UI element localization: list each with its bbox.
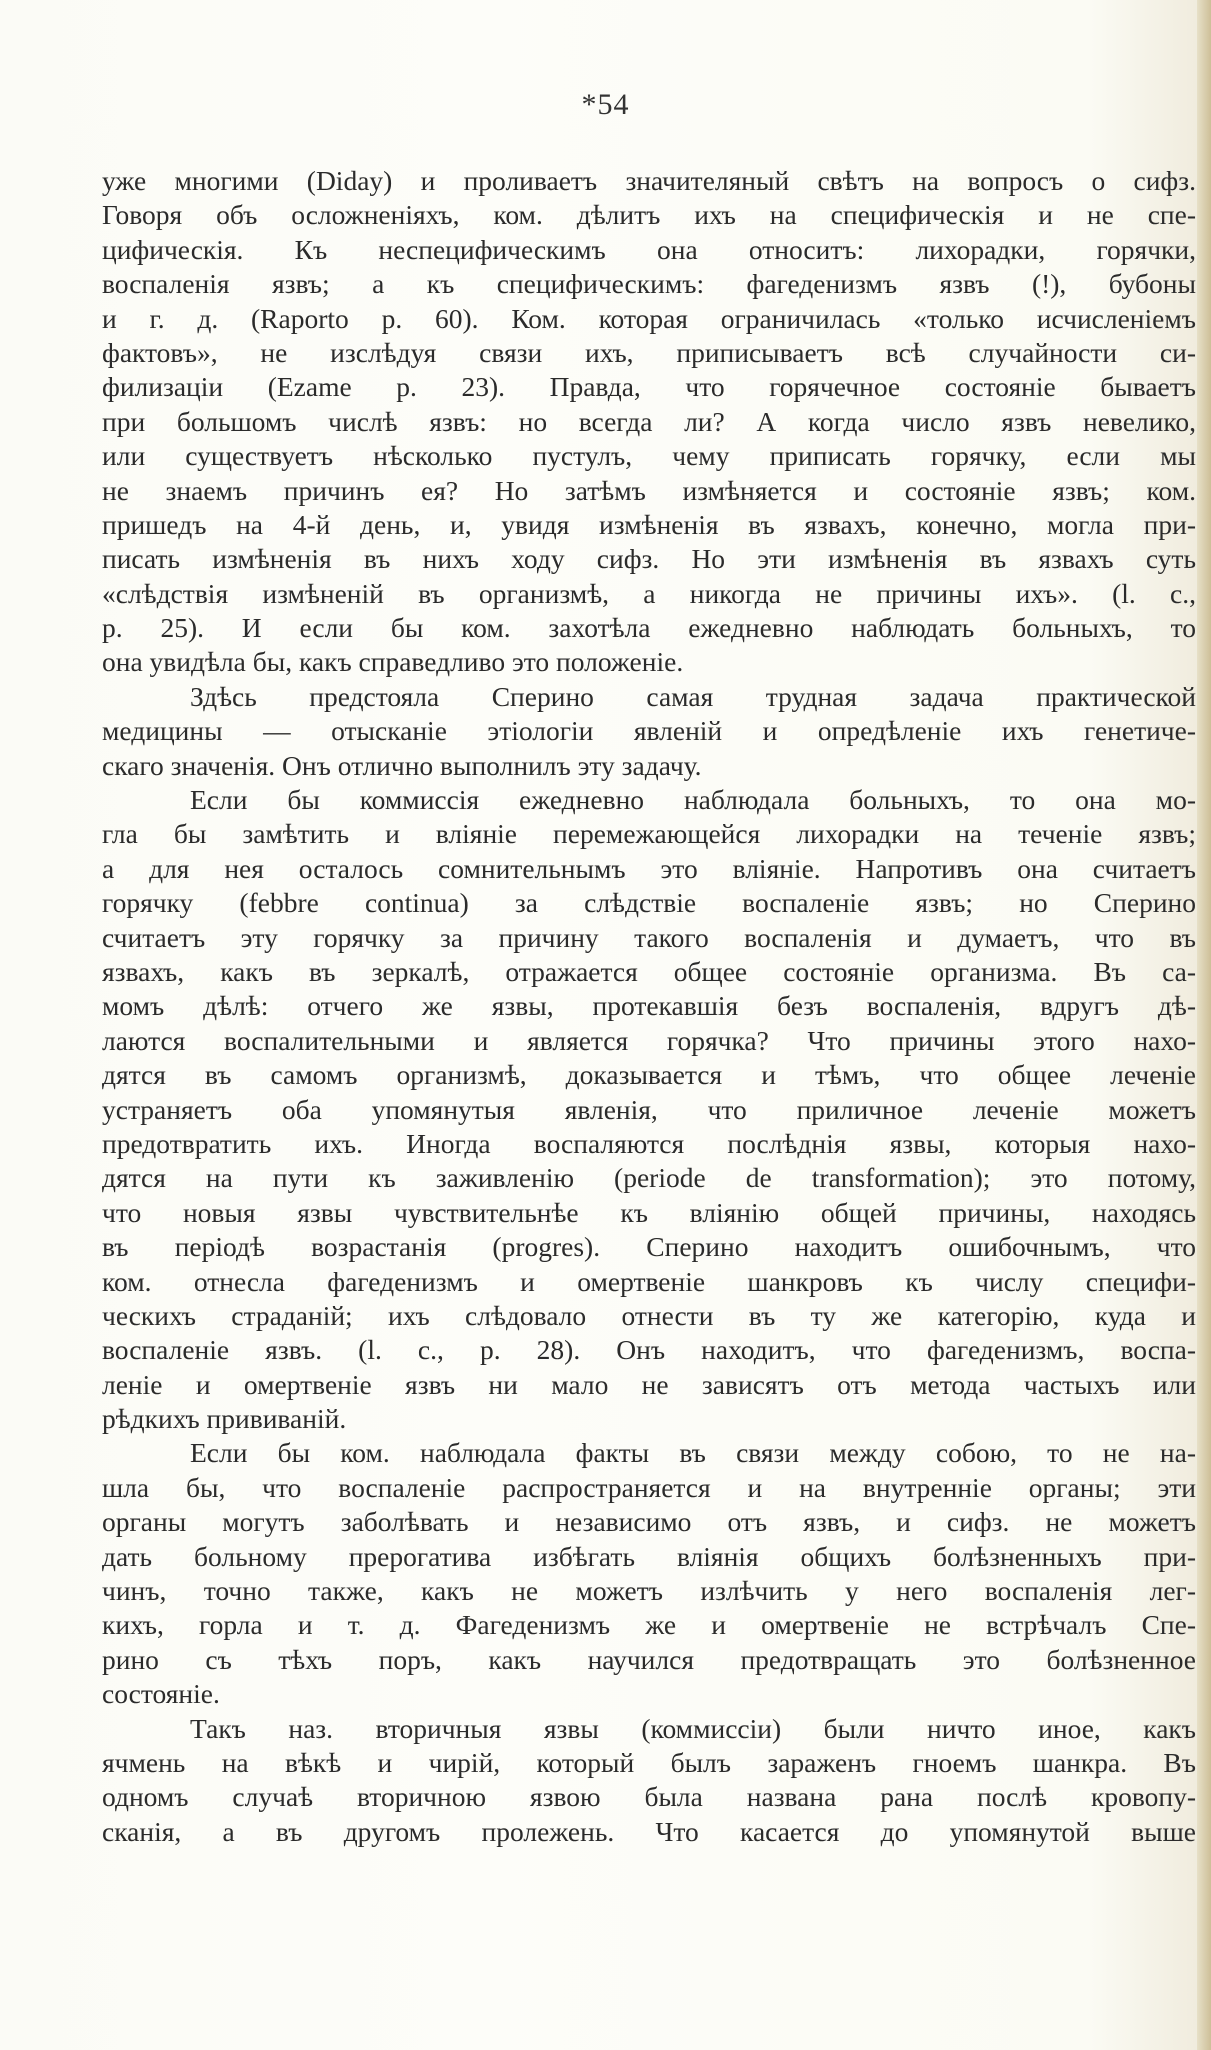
text-line: она увидѣла бы, какъ справедливо это положеніе. (102, 646, 684, 678)
text-line: воспаленіе язвъ. (l. c., p. 28). Онъ находитъ, что фагеденизмъ, воспа- (102, 1334, 1196, 1366)
text-line: или существуетъ нѣсколько пустулъ, чему приписать горячку, если мы (102, 440, 1196, 472)
page-number: *54 (581, 88, 630, 121)
text-line: состояніе. (102, 1678, 220, 1710)
text-line: не знаемъ причинъ ея? Но затѣмъ измѣняется и состояніе язвъ; ком. (102, 474, 1196, 506)
text-line: уже многими (Diday) и проливаетъ значителяный свѣтъ на вопросъ о сифз. (102, 165, 1196, 196)
text-line: устраняетъ оба упомянутыя явленія, что приличное леченіе можетъ (102, 1093, 1196, 1125)
text-line: ком. отнесла фагеденизмъ и омертвеніе шанкровъ къ числу специфи- (102, 1265, 1196, 1297)
page-edge-shadow (1197, 0, 1211, 2050)
text-line: чинъ, точно также, какъ не можетъ излѣчить у него воспаленія лег- (102, 1575, 1196, 1607)
text-line: p. 25). И если бы ком. захотѣла ежедневно наблюдать больныхъ, то (102, 612, 1196, 644)
text-line: Здѣсь предстояла Сперино самая трудная задача практической (190, 680, 1196, 712)
text-line: считаетъ эту горячку за причину такого воспаленія и думаетъ, что въ (102, 921, 1196, 953)
text-line: при большомъ числѣ язвъ: но всегда ли? А когда число язвъ невелико, (102, 405, 1196, 437)
text-line: въ періодѣ возрастанія (progres). Сперино находитъ ошибочнымъ, что (102, 1231, 1196, 1263)
text-line: язвахъ, какъ въ зеркалѣ, отражается общее состояніе организма. Въ са- (102, 955, 1196, 987)
text-line: горячку (febbre continua) за слѣдствіе воспаленіе язвъ; но Сперино (102, 887, 1196, 919)
text-line: предотвратить ихъ. Иногда воспаляются послѣднія язвы, которыя нахо- (102, 1127, 1196, 1159)
text-line: ческихъ страданій; ихъ слѣдовало отнести въ ту же категорію, куда и (102, 1299, 1196, 1331)
text-line: дятся на пути къ заживленію (periode de transformation); это потому, (102, 1162, 1196, 1194)
text-line: Такъ наз. вторичныя язвы (коммиссіи) были ничто иное, какъ (190, 1712, 1196, 1744)
text-line: филизаціи (Ezame p. 23). Правда, что горячечное состояніе бываетъ (102, 371, 1196, 403)
text-line: Если бы ком. наблюдала факты въ связи между собою, то не на- (190, 1437, 1196, 1469)
text-line: и г. д. (Raporto p. 60). Ком. которая ограничилась «только исчисленіемъ (102, 302, 1196, 334)
text-line: дать больному прерогатива избѣгать вліянія общихъ болѣзненныхъ при- (102, 1540, 1196, 1572)
text-line: фактовъ», не изслѣдуя связи ихъ, приписываетъ всѣ случайности си- (102, 336, 1196, 368)
text-line: органы могутъ заболѣвать и независимо отъ язвъ, и сифз. не можетъ (102, 1506, 1196, 1538)
text-line: медицины — отысканіе этіологіи явленій и опредѣленіе ихъ генетиче- (102, 715, 1196, 747)
text-line: рѣдкихъ прививаній. (102, 1403, 347, 1435)
text-line: писать измѣненія въ нихъ ходу сифз. Но эти измѣненія въ язвахъ суть (102, 543, 1196, 575)
text-line: гла бы замѣтить и вліяніе перемежающейся лихорадки на теченіе язвъ; (102, 818, 1196, 850)
text-line: ячмень на вѣкѣ и чирій, который былъ зараженъ гноемъ шанкра. Въ (102, 1746, 1196, 1778)
text-line: лаются воспалительными и является горячка? Что причины этого нахо- (102, 1024, 1196, 1056)
body-text (102, 164, 1196, 1849)
text-line: шла бы, что воспаленіе распространяется и на внутренніе органы; эти (102, 1471, 1196, 1503)
text-line: а для нея осталось сомнительнымъ это вліяніе. Напротивъ она считаетъ (102, 852, 1196, 884)
text-line: Если бы коммиссія ежедневно наблюдала больныхъ, то она мо- (190, 784, 1196, 816)
text-line: «слѣдствія измѣненій въ организмѣ, а никогда не причины ихъ». (l. c., (102, 577, 1196, 609)
text-line: одномъ случаѣ вторичною язвою была названа рана послѣ кровопу- (102, 1781, 1196, 1813)
text-line: сканія, а въ другомъ пролежень. Что касается до упомянутой выше (102, 1815, 1196, 1847)
text-line: кихъ, горла и т. д. Фагеденизмъ же и омертвеніе не встрѣчалъ Спе- (102, 1609, 1196, 1641)
text-line: рино съ тѣхъ поръ, какъ научился предотвращать это болѣзненное (102, 1643, 1196, 1675)
text-line: Говоря объ осложненіяхъ, ком. дѣлитъ ихъ на специфическія и не спе- (102, 199, 1196, 231)
text-line: пришедъ на 4-й день, и, увидя измѣненія въ язвахъ, конечно, могла при- (102, 508, 1196, 540)
text-line: дятся въ самомъ организмѣ, доказывается и тѣмъ, что общее леченіе (102, 1059, 1196, 1091)
text-line: что новыя язвы чувствительнѣе къ вліянію общей причины, находясь (102, 1196, 1196, 1228)
text-line: скаго значенія. Онъ отлично выполнилъ эту задачу. (102, 749, 702, 781)
text-line: цифическія. Къ неспецифическимъ она относитъ: лихорадки, горячки, (102, 233, 1196, 265)
text-line: леніе и омертвеніе язвъ ни мало не зависятъ отъ метода частыхъ или (102, 1368, 1196, 1400)
text-line: воспаленія язвъ; а къ специфическимъ: фагеденизмъ язвъ (!), бубоны (102, 268, 1196, 300)
text-line: момъ дѣлѣ: отчего же язвы, протекавшія безъ воспаленія, вдругъ дѣ- (102, 990, 1196, 1022)
